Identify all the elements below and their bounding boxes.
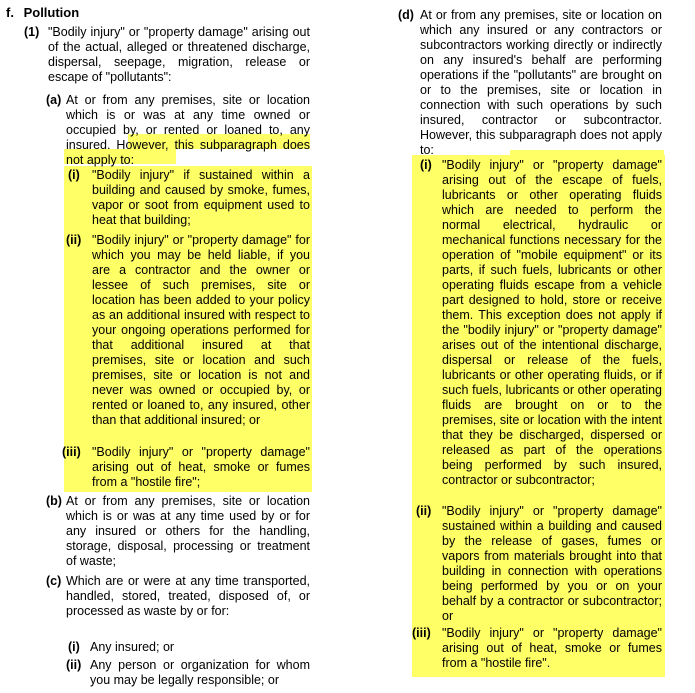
item-c-i-label: (i) [68,640,80,654]
subparagraph-c-text: Which are or were at any time transported, handled, stored, treated, disposed of, or processed as waste by or for: [66,574,310,618]
item-d-i-label: (i) [420,158,432,172]
item-a-iii-text: "Bodily injury" or "property damage" arising out of heat, smoke or fumes from a "hostile fire"; [92,445,310,489]
paragraph-1-text: "Bodily injury" or "property damage" arising out of the actual, alleged or threatened discharge, dispersal, seepage, migration, release or escape of "pollutants": [48,25,310,84]
section-letter: f. [6,5,14,20]
paragraph-1-label: (1) [24,25,40,39]
item-a-ii-label: (ii) [66,233,82,247]
item-a-i-label: (i) [68,168,80,182]
subparagraph-a-exception: However, this subparagraph does not apply to: [66,138,310,167]
item-a-i-text: "Bodily injury" if sustained within a building and caused by smoke, fumes, vapor or soot from equipment used to heat that building; [92,168,310,227]
section-heading [6,5,79,20]
subparagraph-a-body [66,93,310,168]
item-c-ii-text: Any person or organization for whom you may be legally responsible; or [90,658,310,687]
item-d-ii-label: (ii) [416,504,432,518]
subparagraph-d-text: At or from any premises, site or location on which any insured or any contractors or subcontractors working directly or indirectly on any insured's behalf are performing operations if the "pollutants" are brought on or to the premises, site or location in connection with such operations by such insured, contractor or subcontractor. [420,8,662,127]
item-d-iii-text: "Bodily injury" or "property damage" arising out of heat, smoke or fumes from a "hostile fire". [442,626,662,670]
subparagraph-d-exception: However, this subparagraph does not apply to: [420,128,662,157]
item-a-ii-text: "Bodily injury" or "property damage" for which you may be held liable, if you are a contractor and the owner or lessee of such premises, site or location has been added to your policy as an additional insured with respect to your ongoing operations performed for that additional insured at that premises, site or location and such premises, site or location is not and never was owned or occupied by, or rented or loaned to, any insured, other than that additional insured; or [92,233,310,427]
subparagraph-b-text: At or from any premises, site or location which is or was at any time used by or for any insured or others for the handling, storage, disposal, processing or treatment of waste; [66,494,310,568]
item-d-iii-label: (iii) [412,626,431,640]
subparagraph-d-label: (d) [398,8,414,22]
subparagraph-a-text: At or from any premises, site or location which is or was at any time owned or occupied by, or rented or loaned to, any insured. [66,93,310,152]
item-d-i-text: "Bodily injury" or "property damage" arising out of the escape of fuels, lubricants or other operating fluids which are needed to perform the normal electrical, hydraulic or mechanical functions necessary for the operation of "mobile equipment" or its parts, if such fuels, lubricants or other operating fluids escape from a vehicle part designed to hold, store or receive them. This exception does not apply if the "bodily injury" or "property damage" arises out of the intentional discharge, dispersal or release of the fuels, lubricants or other operating fluids, or if such fuels, lubricants or other operating fluids are brought on or to the premises, site or location with the intent that they be discharged, dispersed or released as part of the operations being performed by such insured, contractor or subcontractor; [442,158,662,487]
item-d-ii-text: "Bodily injury" or "property damage" sustained within a building and caused by the release of gases, fumes or vapors from materials brought into that building in connection with operations being performed by you or on your behalf by a contractor or subcontractor; or [442,504,662,623]
item-c-i-text: Any insured; or [90,640,175,654]
subparagraph-a-label: (a) [46,93,62,107]
subparagraph-c-label: (c) [46,574,62,588]
item-a-iii-label: (iii) [62,445,81,459]
item-c-ii-label: (ii) [66,658,82,672]
subparagraph-b-label: (b) [46,494,62,508]
subparagraph-d-body [420,8,662,158]
section-title: Pollution [23,5,80,20]
